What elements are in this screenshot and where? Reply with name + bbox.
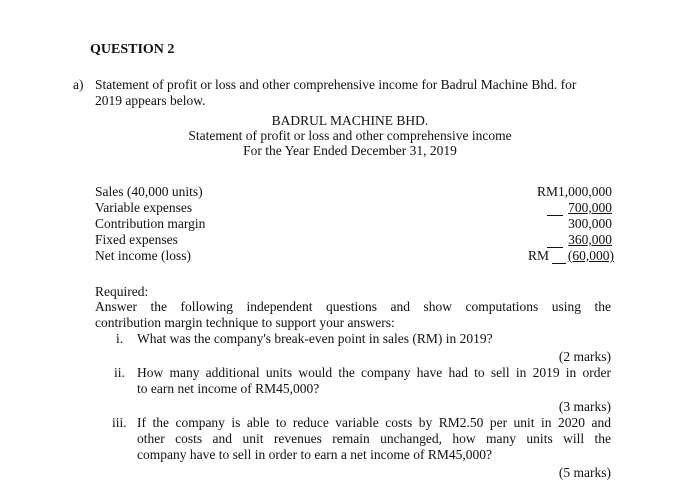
row-fixed-label: Fixed expenses [95, 232, 178, 247]
part-a-intro-line2: 2019 appears below. [95, 93, 206, 108]
row-cm-label: Contribution margin [95, 216, 206, 231]
required-instr-line1: Answer the following independent questions and show computations using the [95, 299, 611, 314]
question-ii-line2: to earn net income of RM45,000? [137, 381, 320, 396]
row-cm-value: 300,000 [568, 216, 612, 231]
row-net-rule [552, 263, 566, 264]
row-net-label: Net income (loss) [95, 248, 191, 263]
question-iii-marks: (5 marks) [558, 465, 611, 480]
question-ii-line1: How many additional units would the company have had to sell in 2019 in order [137, 365, 611, 380]
row-net-prefix: RM [528, 248, 550, 263]
question-title: QUESTION 2 [90, 42, 175, 57]
required-instr-line2: contribution margin technique to support your answers: [95, 315, 395, 330]
question-i-marks: (2 marks) [558, 349, 611, 364]
part-a-intro-line1: Statement of profit or loss and other comprehensive income for Badrul Machine Bhd. for [95, 77, 577, 92]
row-variable-rule [547, 215, 563, 216]
question-i-num: i. [116, 331, 124, 346]
question-iii-line3: company have to sell in order to earn a net income of RM45,000? [137, 447, 493, 462]
question-iii-line2: other costs and unit revenues remain unchanged, how many units will the [137, 431, 611, 446]
question-iii-num: iii. [112, 415, 127, 430]
row-sales-value: RM1,000,000 [536, 184, 612, 199]
statement-company: BADRUL MACHINE BHD. [271, 113, 429, 128]
question-ii-num: ii. [114, 365, 125, 380]
row-net-value: (60,000) [567, 248, 614, 263]
required-label: Required: [95, 284, 149, 299]
part-a-label: a) [73, 77, 84, 92]
statement-period: For the Year Ended December 31, 2019 [243, 143, 457, 158]
statement-title: Statement of profit or loss and other comprehensive income [188, 128, 512, 143]
row-sales-label: Sales (40,000 units) [95, 184, 203, 199]
row-fixed-rule [547, 247, 563, 248]
row-variable-label: Variable expenses [95, 200, 193, 215]
question-iii-line1: If the company is able to reduce variable costs by RM2.50 per unit in 2020 and [137, 415, 611, 430]
row-fixed-value: 360,000 [568, 232, 612, 247]
row-variable-value: 700,000 [568, 200, 612, 215]
question-i-line1: What was the company's break-even point in sales (RM) in 2019? [137, 331, 493, 346]
question-ii-marks: (3 marks) [558, 399, 611, 414]
